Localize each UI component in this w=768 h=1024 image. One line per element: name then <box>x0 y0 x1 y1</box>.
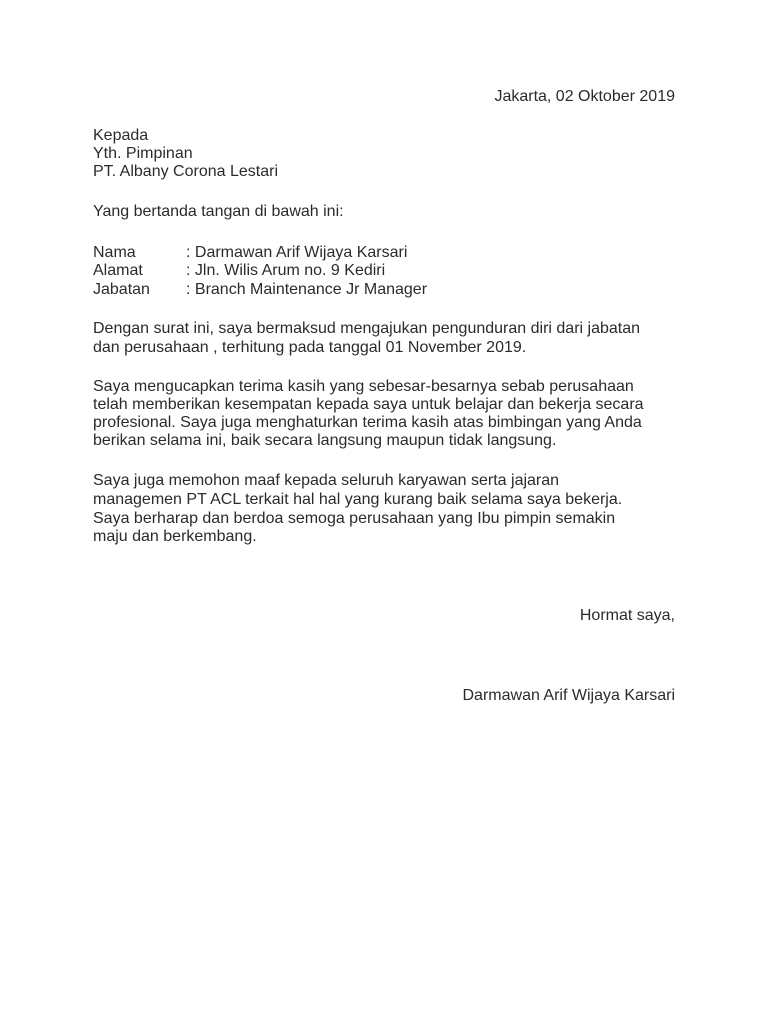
paragraph-1-line-2: dan perusahaan , terhitung pada tanggal 01 November 2019. <box>93 339 527 356</box>
paragraph-3-line-2: managemen PT ACL terkait hal hal yang kurang baik selama saya bekerja. <box>93 491 623 508</box>
paragraph-2-line-2: telah memberikan kesempatan kepada saya untuk belajar dan bekerja secara <box>93 396 644 413</box>
field-label-nama: Nama <box>93 244 136 261</box>
field-value-jabatan: : Branch Maintenance Jr Manager <box>186 281 428 298</box>
paragraph-2-line-3: profesional. Saya juga menghaturkan terima kasih atas bimbingan yang Anda <box>93 414 642 431</box>
paragraph-3-line-1: Saya juga memohon maaf kepada seluruh karyawan serta jajaran <box>93 472 560 489</box>
recipient-line-1: Kepada <box>93 127 149 144</box>
recipient-line-2: Yth. Pimpinan <box>93 145 193 162</box>
field-value-alamat: : Jln. Wilis Arum no. 9 Kediri <box>186 262 386 279</box>
place-date: Jakarta, 02 Oktober 2019 <box>494 88 675 105</box>
paragraph-2-line-4: berikan selama ini, baik secara langsung maupun tidak langsung. <box>93 432 557 449</box>
field-value-nama: : Darmawan Arif Wijaya Karsari <box>186 244 408 261</box>
paragraph-2-line-1: Saya mengucapkan terima kasih yang sebesar-besarnya sebab perusahaan <box>93 378 634 395</box>
closing-text: Hormat saya, <box>579 607 675 624</box>
paragraph-1-line-1: Dengan surat ini, saya bermaksud mengajukan pengunduran diri dari jabatan <box>93 320 641 337</box>
signature-name: Darmawan Arif Wijaya Karsari <box>462 687 675 704</box>
intro-text: Yang bertanda tangan di bawah ini: <box>93 203 344 220</box>
recipient-line-3: PT. Albany Corona Lestari <box>93 163 278 180</box>
paragraph-3-line-4: maju dan berkembang. <box>93 528 257 545</box>
paragraph-3-line-3: Saya berharap dan berdoa semoga perusahaan yang Ibu pimpin semakin <box>93 510 616 527</box>
field-label-jabatan: Jabatan <box>93 281 150 298</box>
field-label-alamat: Alamat <box>93 262 143 279</box>
